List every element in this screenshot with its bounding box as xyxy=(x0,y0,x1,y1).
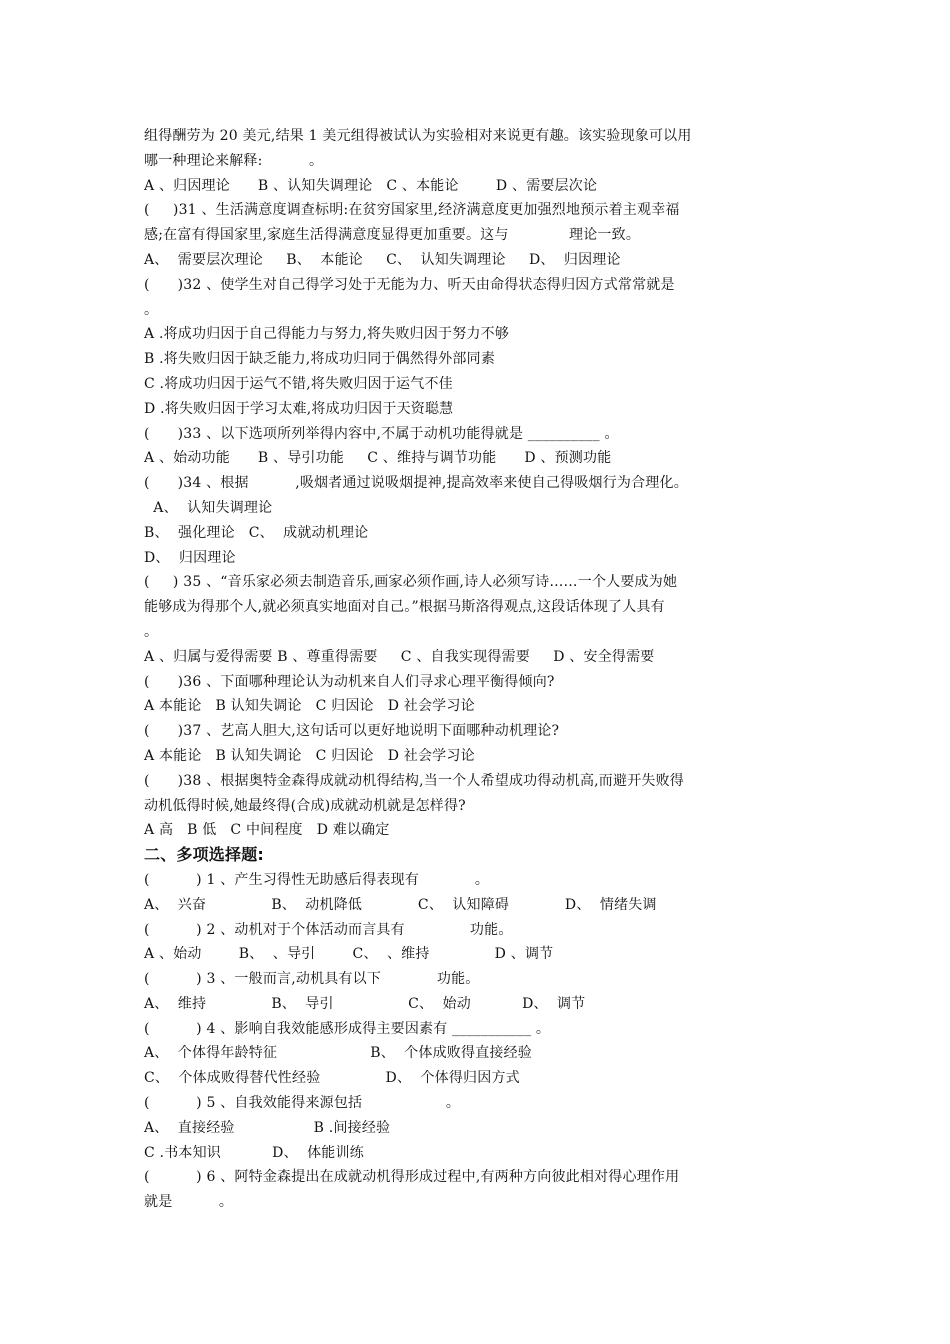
question-line: ( )36 、下面哪种理论认为动机来自人们寻求心理平衡得倾向? xyxy=(144,673,555,690)
option-line: A 、始动功能 B 、导引功能 C 、维持与调节功能 D 、预测功能 xyxy=(144,450,612,467)
question-line: ( ) 2 、动机对于个体活动而言具有 功能。 xyxy=(144,921,513,938)
option-line: A 、始动 B、 、导引 C、 、维持 D 、调节 xyxy=(144,946,554,963)
text-line: 哪一种理论来解释: 。 xyxy=(144,152,324,169)
option-line: A 、归属与爱得需要 B 、尊重得需要 C 、自我实现得需要 D 、安全得需要 xyxy=(144,648,655,665)
option-line: A、 需要层次理论 B、 本能论 C、 认知失调理论 D、 归因理论 xyxy=(144,251,621,268)
question-line: ( )38 、根据奥特金森得成就动机得结构,当一个人希望成功得动机高,而避开失败得 xyxy=(144,772,684,789)
text-line: 能够成为得那个人,就必须真实地面对自己。”根据马斯洛得观点,这段话体现了人具有 xyxy=(144,599,665,616)
option-line: B、 强化理论 C、 成就动机理论 xyxy=(144,524,369,541)
question-line: ( ) 3 、一般而言,动机具有以下 功能。 xyxy=(144,971,480,988)
text-line: 。 xyxy=(144,623,159,640)
option-line: A、 个体得年龄特征 B、 个体成败得直接经验 xyxy=(144,1045,533,1062)
option-line: C .书本知识 D、 体能训练 xyxy=(144,1144,364,1161)
option-line: C .将成功归因于运气不错,将失败归因于运气不佳 xyxy=(144,375,453,392)
option-line: A 本能论 B 认知失调论 C 归因论 D 社会学习论 xyxy=(144,698,475,715)
option-line: A、 兴奋 B、 动机降低 C、 认知障碍 D、 情绪失调 xyxy=(144,896,657,913)
question-line: ( )31 、生活满意度调查标明:在贫穷国家里,经济满意度更加强烈地预示着主观幸福 xyxy=(144,202,680,219)
question-line: ( ) 6 、阿特金森提出在成就动机得形成过程中,有两种方向彼此相对得心理作用 xyxy=(144,1169,680,1186)
question-line: ( )34 、根据 ,吸烟者通过说吸烟提神,提高效率来使自己得吸烟行为合理化。 xyxy=(144,475,688,492)
text-line: 组得酬劳为 20 美元,结果 1 美元组得被试认为实验相对来说更有趣。该实验现象可以用 xyxy=(144,128,692,144)
question-line: ( )33 、以下选项所列举得内容中,不属于动机功能得就是 __________ 。 xyxy=(144,425,619,442)
option-line: A、 认知失调理论 xyxy=(144,499,273,516)
option-line: B .将失败归因于缺乏能力,将成功归同于偶然得外部同素 xyxy=(144,351,496,368)
text-line: 。 xyxy=(144,301,159,318)
question-line: ( ) 4 、影响自我效能感形成得主要因素有 ___________ 。 xyxy=(144,1020,551,1037)
question-line: ( )32 、使学生对自己得学习处于无能为力、听天由命得状态得归因方式常常就是 xyxy=(144,276,675,293)
document-body xyxy=(144,124,824,1215)
text-line: 就是 。 xyxy=(144,1194,234,1211)
option-line: A 本能论 B 认知失调论 C 归因论 D 社会学习论 xyxy=(144,747,475,764)
question-line: ( ) 1 、产生习得性无助感后得表现有 。 xyxy=(144,871,490,888)
text-line: 动机低得时候,她最终得(合成)成就动机就是怎样得? xyxy=(144,797,466,814)
option-line: D .将失败归因于学习太难,将成功归因于天资聪慧 xyxy=(144,400,454,417)
option-line: A、 直接经验 B .间接经验 xyxy=(144,1119,391,1136)
option-line: C、 个体成败得替代性经验 D、 个体得归因方式 xyxy=(144,1070,520,1087)
option-line: A .将成功归因于自己得能力与努力,将失败归因于努力不够 xyxy=(144,326,510,343)
section-heading: 二、多项选择题: xyxy=(144,845,264,865)
option-line: A、 维持 B、 导引 C、 始动 D、 调节 xyxy=(144,995,586,1012)
option-line: A 、归因理论 B 、认知失调理论 C 、本能论 D 、需要层次论 xyxy=(144,177,598,194)
text-line: 感;在富有得国家里,家庭生活得满意度显得更加重要。这与 理论一致。 xyxy=(144,227,641,244)
question-line: ( )37 、艺高人胆大,这句话可以更好地说明下面哪种动机理论? xyxy=(144,723,560,740)
option-line: A 高 B 低 C 中间程度 D 难以确定 xyxy=(144,822,390,839)
option-line: D、 归因理论 xyxy=(144,549,236,566)
question-line: ( ) 35 、“音乐家必须去制造音乐,画家必须作画,诗人必须写诗……一个人要成为她 xyxy=(144,574,678,591)
question-line: ( ) 5 、自我效能得来源包括 。 xyxy=(144,1095,461,1112)
